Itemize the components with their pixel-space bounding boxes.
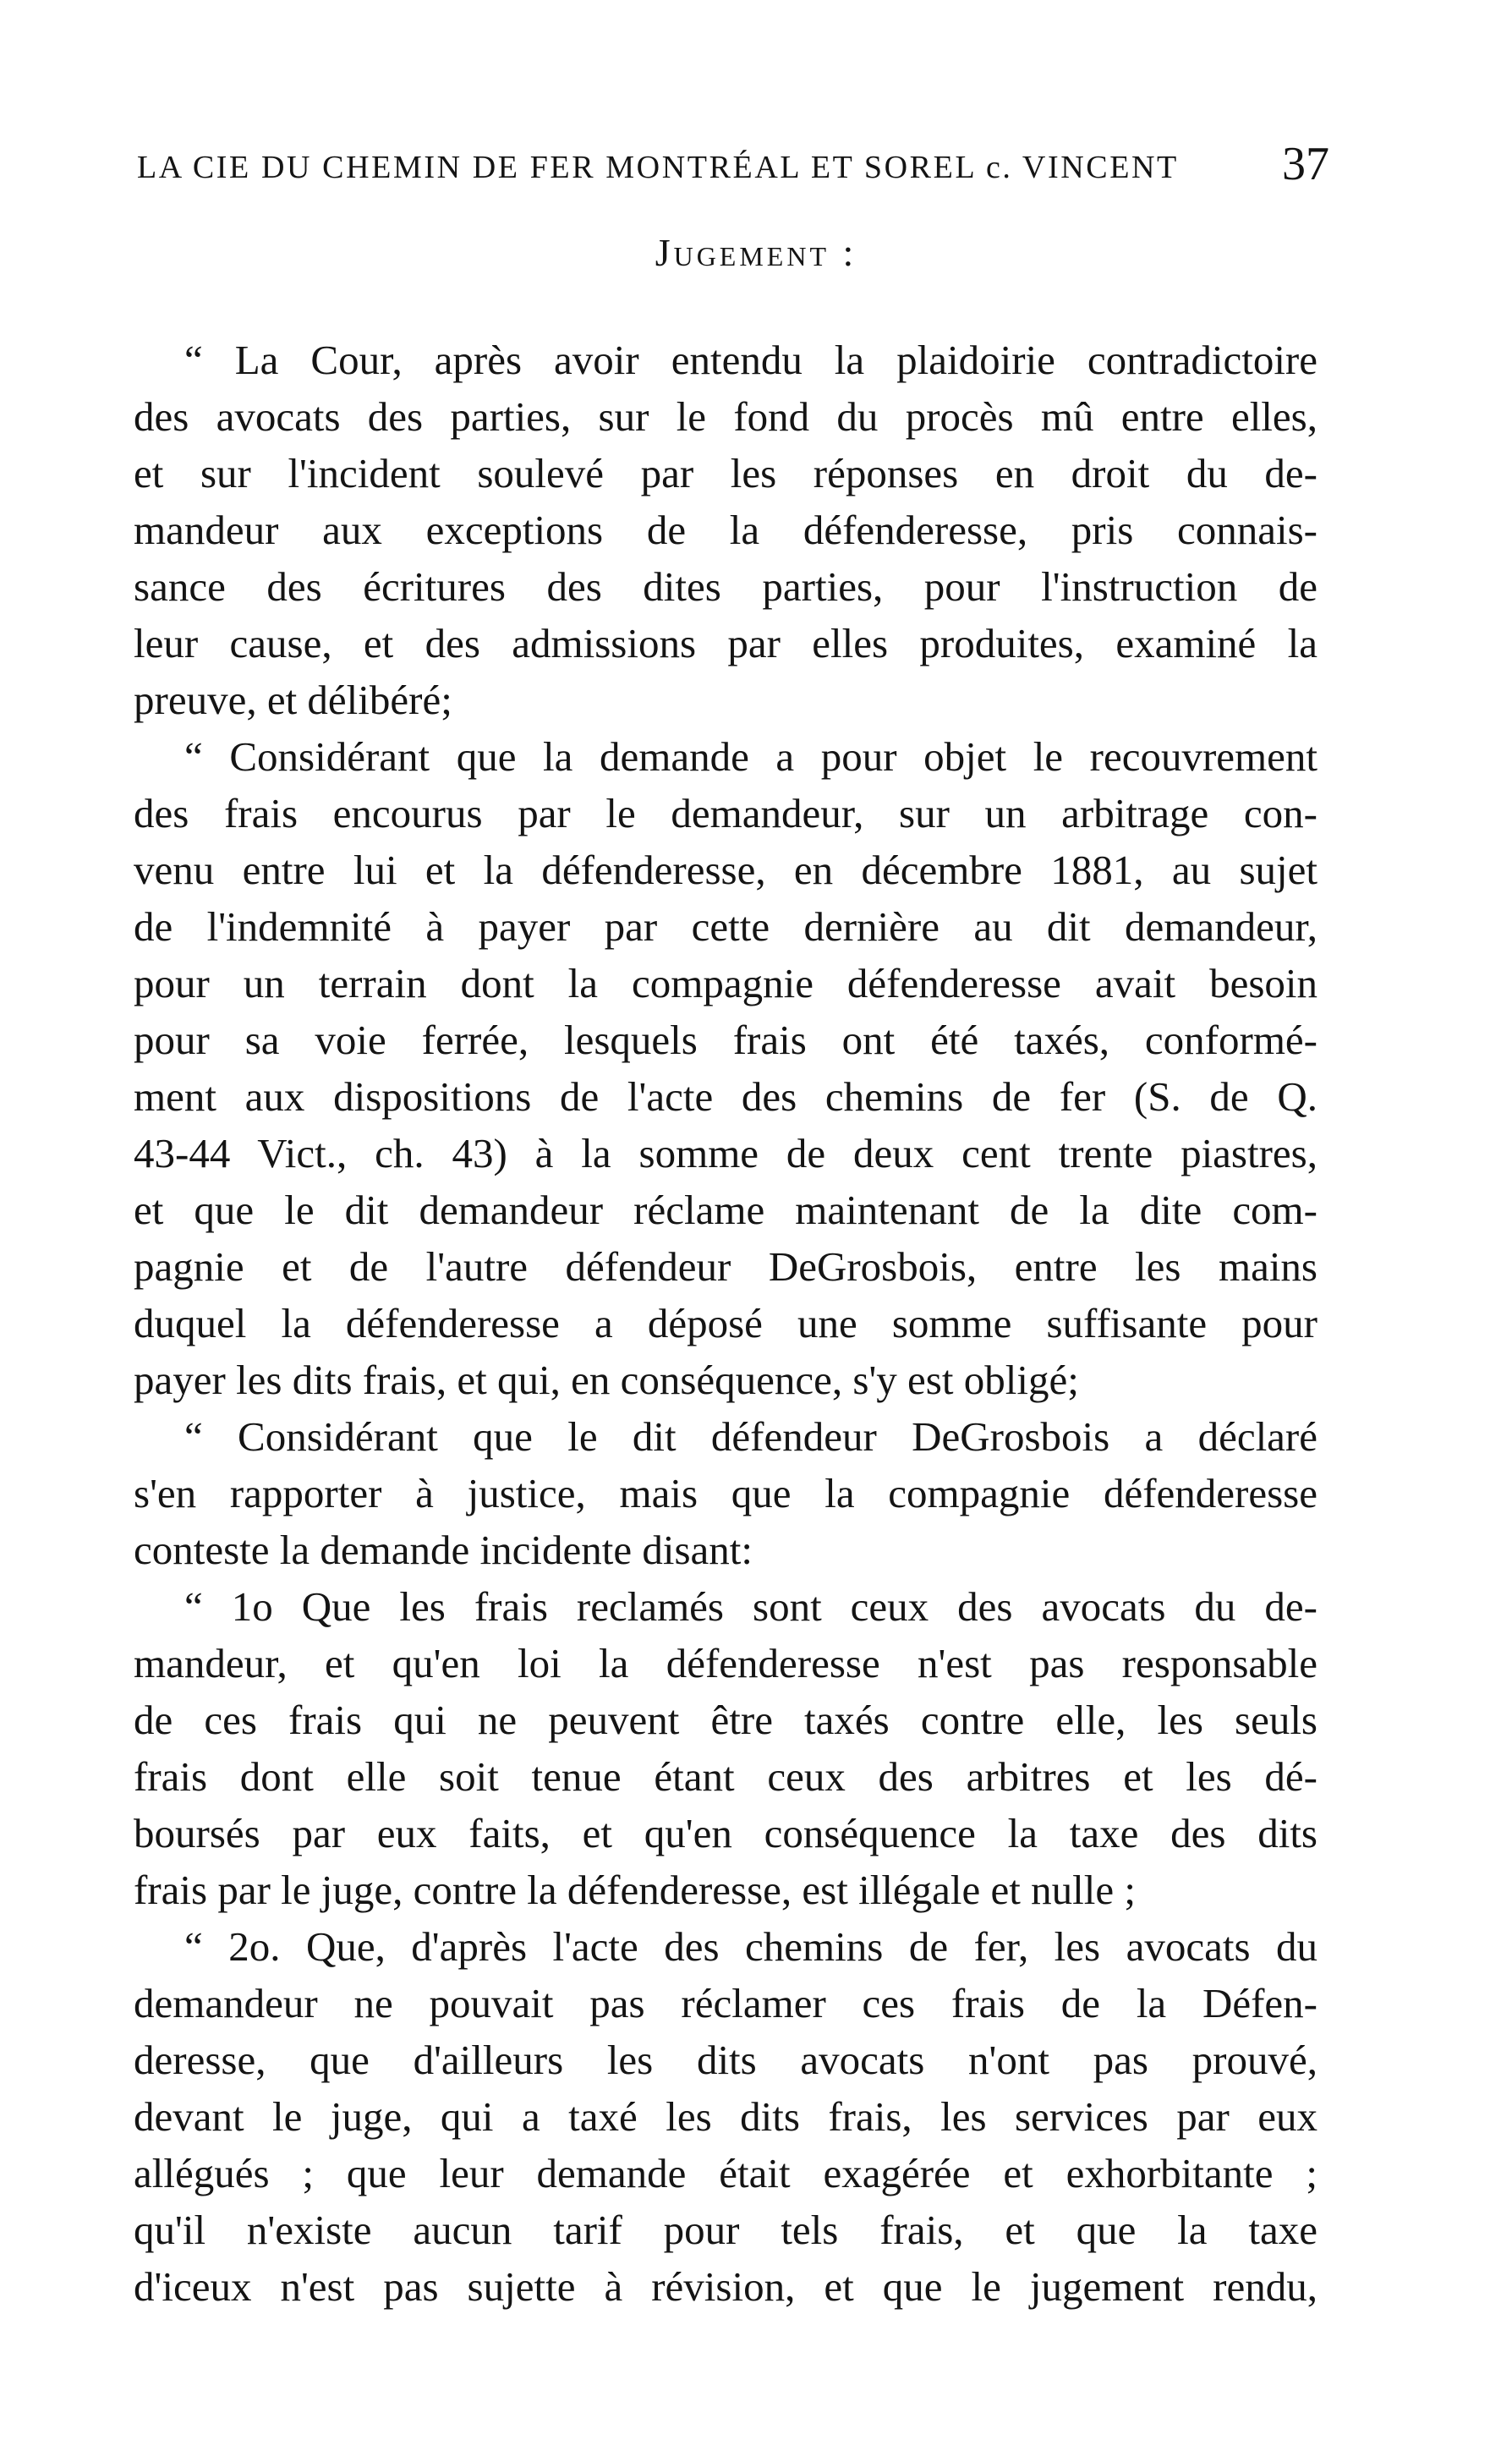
text-line: venu entre lui et la défenderesse, en décembre 1881, au sujet bbox=[134, 847, 1318, 893]
text-line: demandeur ne pouvait pas réclamer ces frais de la Défen- bbox=[134, 1980, 1318, 2026]
text-line: pagnie et de l'autre défendeur DeGrosbois, entre les mains bbox=[134, 1243, 1318, 1290]
text-line: preuve, et délibéré; bbox=[134, 677, 452, 723]
section-heading: Jugement : bbox=[655, 231, 857, 274]
page-number: 37 bbox=[1282, 138, 1329, 190]
text-line: “ 2o. Que, d'après l'acte des chemins de fer, les avocats du bbox=[184, 1923, 1318, 1970]
body-text bbox=[134, 332, 1318, 2315]
text-line: “ La Cour, après avoir entendu la plaidoirie contradictoire bbox=[184, 337, 1318, 383]
text-line: de l'indemnité à payer par cette dernière au dit demandeur, bbox=[134, 903, 1318, 950]
text-line: allégués ; que leur demande était exagérée et exhorbitante ; bbox=[134, 2150, 1318, 2196]
text-line: “ Considérant que la demande a pour objet le recouvrement bbox=[184, 733, 1318, 780]
text-line: devant le juge, qui a taxé les dits frais, les services par eux bbox=[134, 2093, 1318, 2140]
text-line: frais par le juge, contre la défenderesse, est illégale et nulle ; bbox=[134, 1867, 1136, 1913]
text-line: pour sa voie ferrée, lesquels frais ont été taxés, conformé- bbox=[134, 1017, 1318, 1063]
text-line: mandeur, et qu'en loi la défenderesse n'est pas responsable bbox=[134, 1640, 1318, 1686]
text-line: des frais encourus par le demandeur, sur un arbitrage con- bbox=[134, 790, 1318, 836]
text-line: leur cause, et des admissions par elles produites, examiné la bbox=[134, 620, 1318, 666]
text-line: “ Considérant que le dit défendeur DeGrosbois a déclaré bbox=[184, 1413, 1318, 1460]
text-line: “ 1o Que les frais reclamés sont ceux des avocats du de- bbox=[184, 1583, 1318, 1630]
text-line: 43-44 Vict., ch. 43) à la somme de deux cent trente piastres, bbox=[134, 1130, 1318, 1176]
text-line: boursés par eux faits, et qu'en conséquence la taxe des dits bbox=[134, 1810, 1318, 1856]
text-line: s'en rapporter à justice, mais que la compagnie défenderesse bbox=[134, 1470, 1318, 1516]
text-line: duquel la défenderesse a déposé une somme suffisante pour bbox=[134, 1300, 1318, 1346]
text-line: des avocats des parties, sur le fond du procès mû entre elles, bbox=[134, 393, 1318, 440]
text-line: et que le dit demandeur réclame maintenant de la dite com- bbox=[134, 1187, 1318, 1233]
text-line: conteste la demande incidente disant: bbox=[134, 1527, 753, 1573]
running-head bbox=[137, 134, 1329, 193]
text-line: sance des écritures des dites parties, pour l'instruction de bbox=[134, 563, 1318, 610]
text-line: de ces frais qui ne peuvent être taxés contre elle, les seuls bbox=[134, 1697, 1318, 1743]
text-line: qu'il n'existe aucun tarif pour tels frais, et que la taxe bbox=[134, 2207, 1318, 2253]
text-line: et sur l'incident soulevé par les réponses en droit du de- bbox=[134, 450, 1318, 496]
text-line: payer les dits frais, et qui, en conséquence, s'y est obligé; bbox=[134, 1357, 1079, 1403]
running-title: LA CIE DU CHEMIN DE FER MONTRÉAL ET SOREL c. VINCENT bbox=[137, 150, 1179, 185]
text-line: frais dont elle soit tenue étant ceux des arbitres et les dé- bbox=[134, 1753, 1318, 1800]
text-line: d'iceux n'est pas sujette à révision, et que le jugement rendu, bbox=[134, 2263, 1318, 2310]
text-line: ment aux dispositions de l'acte des chemins de fer (S. de Q. bbox=[134, 1073, 1318, 1120]
text-line: pour un terrain dont la compagnie défenderesse avait besoin bbox=[134, 960, 1318, 1006]
text-line: mandeur aux exceptions de la défenderesse, pris connais- bbox=[134, 507, 1318, 553]
text-line: deresse, que d'ailleurs les dits avocats n'ont pas prouvé, bbox=[134, 2037, 1318, 2083]
